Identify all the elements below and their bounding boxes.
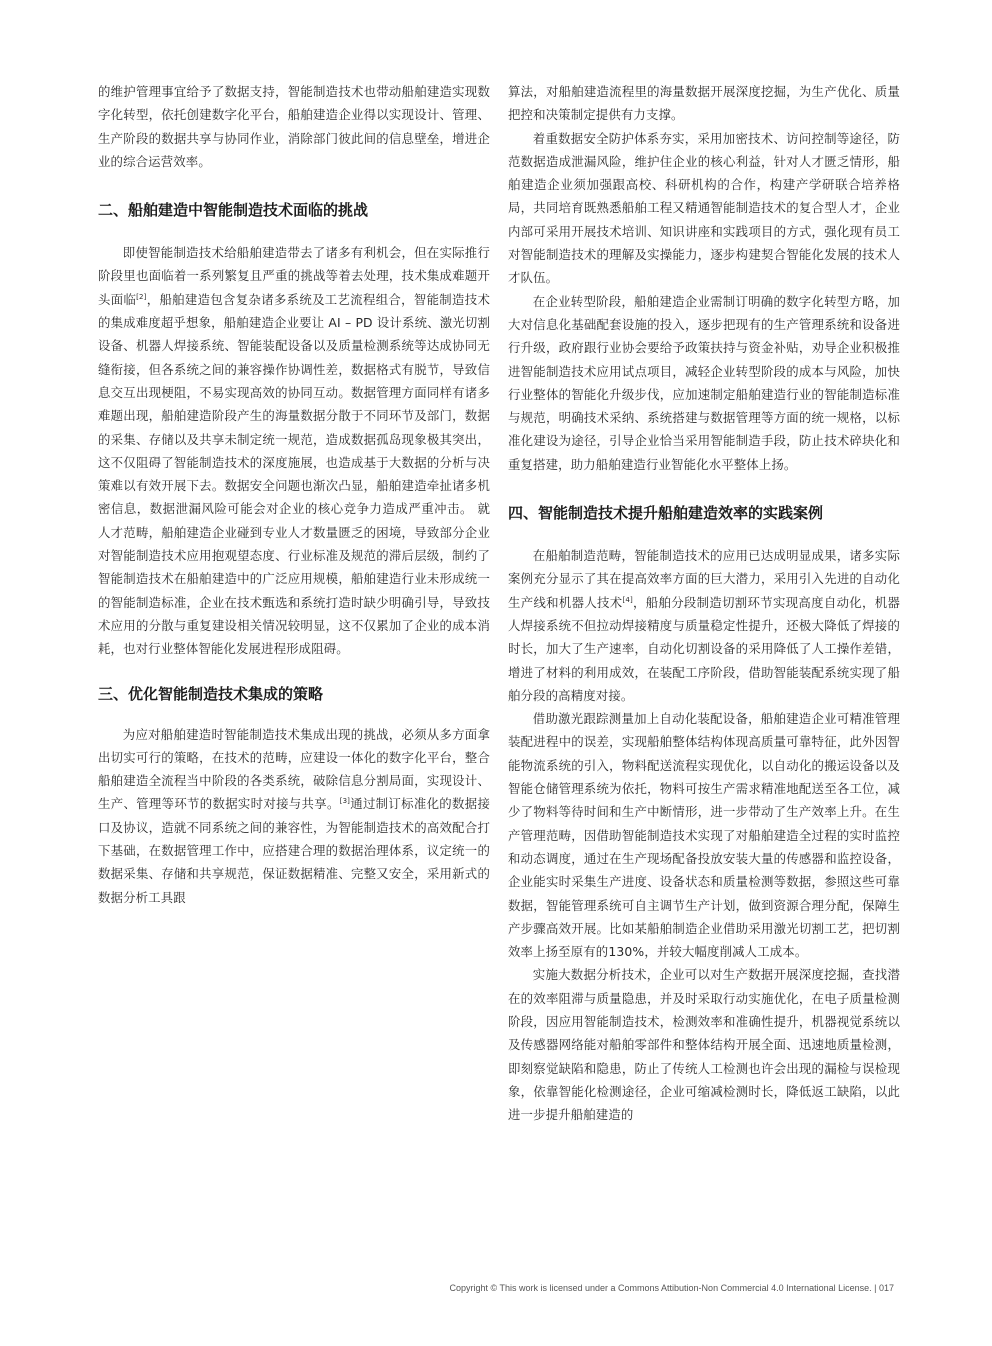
- citation-ref: [2]: [136, 292, 147, 301]
- section-heading-3: 三、优化智能制造技术集成的策略: [98, 684, 324, 703]
- paragraph: 在船舶制造范畴，智能制造技术的应用已达成明显成果，诸多实际案例充分显示了其在提高效率方面的巨大潜力，采用引入先进的自动化生产线和机器人技术[4]，船舶分段制造切割环节实现高度自动化，机器人焊接系统不但拉动焊接精度与质量稳定性提升，还极大降低了焊接的时长，加大了生产速率，自动化切割设备的采用降低了人工操作差错，增进了材料的利用成效，在装配工序阶段，借助智能装配系统实现了船舶分段的高精度对接。: [508, 548, 900, 703]
- paragraph: 实施大数据分析技术，企业可以对生产数据开展深度挖掘，查找潜在的效率阻滞与质量隐患，并及时采取行动实施优化，在电子质量检测阶段，因应用智能制造技术，检测效率和准确性提升，机器视觉系统以及传感器网络能对船舶零部件和整体结构开展全面、迅速地质量检测，即刻察觉缺陷和隐患，防止了传统人工检测也许会出现的漏检与误检现象，依靠智能化检测途径，企业可缩减检测时长，降低返工缺陷，以此进一步提升船舶建造的: [508, 967, 900, 1123]
- paragraph: 在企业转型阶段，船舶建造企业需制订明确的数字化转型方略，加大对信息化基础配套设施的投入，逐步把现有的生产管理系统和设备进行升级，政府跟行业协会要给予政策扶持与资金补贴，劝导企业积极推进智能制造技术应用试点项目，减轻企业转型阶段的成本与风险，加快行业整体的智能化升级步伐，应加速制定船舶建造行业的智能制造标准与规范，明确技术采纳、系统搭建与数据管理等方面的统一规格，以标准化建设为途径，引导企业恰当采用智能制造手段，防止技术碎块化和重复搭建，助力船舶建造行业智能化水平整体上扬。: [508, 293, 900, 472]
- paragraph: 为应对船舶建造时智能制造技术集成出现的挑战，必须从多方面拿出切实可行的策略，在技术的范畴，应建设一体化的数字化平台，整合船舶建造全流程当中阶段的各类系统，破除信息分割局面，实现设计、生产、管理等环节的数据实时对接与共享。[3]通过制订标准化的数据接口及协议，造就不同系统之间的兼容性，为智能制造技术的高效配合打下基础，在数据管理工作中，应搭建合理的数据治理体系，议定统一的数据采集、存储和共享规范，保证数据精准、完整又安全，采用新式的数据分析工具跟: [98, 726, 490, 905]
- right-column: [508, 80, 900, 1126]
- left-column: [98, 80, 490, 909]
- section-heading-4: 四、智能制造技术提升船舶建造效率的实践案例: [508, 504, 824, 523]
- paragraph: 即使智能制造技术给船舶建造带去了诸多有利机会，但在实际推行阶段里也面临着一系列繁复且严重的挑战等着去处理，技术集成难题开头面临[2]，船舶建造包含复杂诸多系统及工艺流程组合，智能制造技术的集成难度超乎想象，船舶建造企业要让 AI – PD 设计系统、激光切割设备、机器人焊接系统、智能装配设备以及质量检测系统等达成协同无缝衔接，但各系统之间的兼容操作协调性差，数据格式有脱节，导致信息交互出现梗阻，不易实现高效的协同互动。数据管理方面同样有诸多难题出现，船舶建造阶段产生的海量数据分散于不同环节及部门，数据的采集、存储以及共享未制定统一规范，造成数据孤岛现象极其突出，这不仅阻碍了智能制造技术的深度施展，也造成基于大数据的分析与决策难以有效开展下去。数据安全问题也渐次凸显，船舶建造牵扯诸多机密信息，数据泄漏风险可能会对企业的核心竞争力造成严重冲击。 就人才范畴，船舶建造企业碰到专业人才数量匮乏的困境，导致部分企业对智能制造技术应用抱观望态度、行业标准及规范的滞后层级，制约了智能制造技术在船舶建造中的广泛应用规模，船舶建造行业未形成统一的智能制造标准，企业在技术甄选和系统打造时缺少明确引导，导致技术应用的分散与重复建设相关情况较明显，这不仅累加了企业的成本消耗，也对行业整体智能化发展进程形成阻碍。: [98, 245, 490, 657]
- paragraph: 算法，对船舶建造流程里的海量数据开展深度挖掘，为生产优化、质量把控和决策制定提供有力支撑。: [508, 84, 900, 123]
- page-footer: Copyright © This work is licensed under a Commons Attibution-Non Commercial 4.0 International License. | 017: [449, 1283, 894, 1293]
- citation-ref: [4]: [622, 595, 633, 604]
- paragraph: 的维护管理事宜给予了数据支持，智能制造技术也带动船舶建造实现数字化转型，依托创建数字化平台，船舶建造企业得以实现设计、管理、生产阶段的数据共享与协同作业，消除部门彼此间的信息壁垒，增进企业的综合运营效率。: [98, 84, 490, 169]
- citation-ref: [3]: [339, 797, 351, 806]
- section-heading-2: 二、船舶建造中智能制造技术面临的挑战: [98, 201, 369, 220]
- paragraph: 着重数据安全防护体系夯实，采用加密技术、访问控制等途径，防范数据造成泄漏风险，维护住企业的核心利益，针对人才匮乏情形，船舶建造企业须加强跟高校、科研机构的合作，构建产学研联合培养格局，共同培育既熟悉船舶工程又精通智能制造技术的复合型人才，企业内部可采用开展技术培训、知识讲座和实践项目的方式，强化现有员工对智能制造技术的理解及实操能力，逐步构建契合智能化发展的技术人才队伍。: [508, 130, 900, 286]
- paragraph: 借助激光跟踪测量加上自动化装配设备，船舶建造企业可精准管理装配进程中的误差，实现船舶整体结构体现高质量可靠特征，此外因智能物流系统的引入，物料配送流程实现优化，以自动化的搬运设备以及智能仓储管理系统为依托，物料可按生产需求精准地配送至各工位，减少了物料等待时间和生产中断情形，进一步带动了生产效率上升。在生产管理范畴，因借助智能制造技术实现了对船舶建造全过程的实时监控和动态调度，通过在生产现场配备投放安装大量的传感器和监控设备，企业能实时采集生产进度、设备状态和质量检测等数据，参照这些可靠数据，智能管理系统可自主调节生产计划，做到资源合理分配，保障生产步骤高效开展。比如某船舶制造企业借助采用激光切割工艺，把切割效率上扬至原有的130%，并较大幅度削减人工成本。: [508, 711, 900, 960]
